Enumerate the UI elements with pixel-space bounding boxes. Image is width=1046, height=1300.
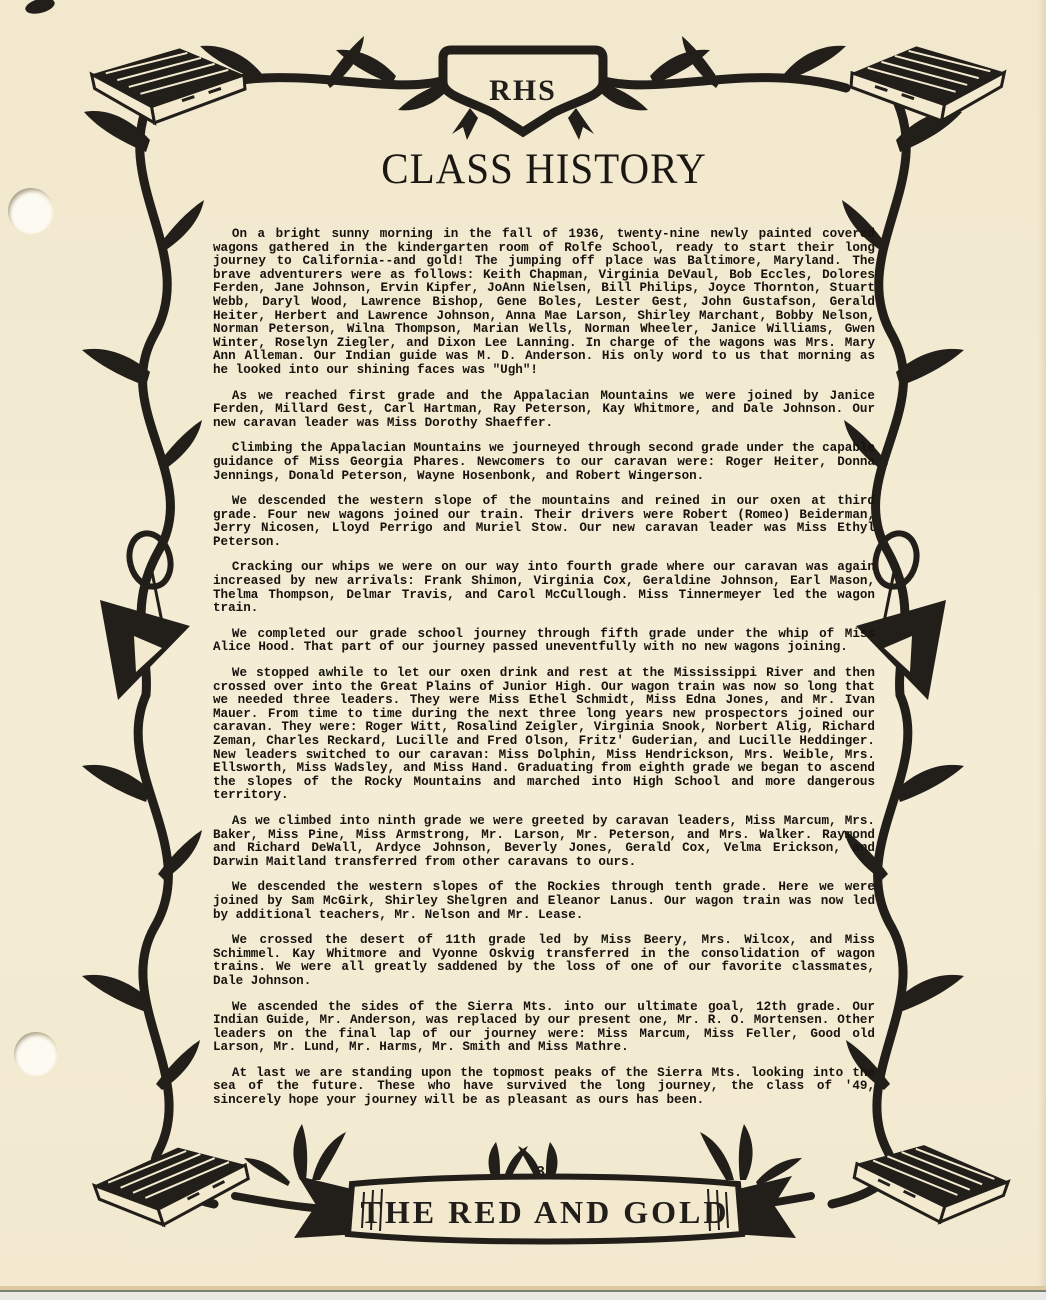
vine-border-left (82, 95, 214, 1204)
page-title: CLASS HISTORY (381, 143, 707, 193)
rhs-shield (443, 50, 603, 140)
scan-edge-bottom (0, 1290, 1046, 1300)
paragraph: Cracking our whips we were on our way into fourth grade where our caravan was again increased by new arrivals: Frank Shimon, Virginia Cox, Geraldine Johnson, Earl Mason, Thelma Thompson, Delmar Travis, and Carol McCullough. Miss Tinnermeyer led the wagon train. (213, 560, 875, 616)
scan-edge-right (1038, 0, 1046, 1300)
paragraph: We completed our grade school journey through fifth grade under the whip of Miss Alice Hood. That part of our journey passed uneventfully with no new wagons joining. (213, 626, 875, 655)
hole-punch (14, 1032, 58, 1076)
school-monogram: RHS (489, 74, 557, 107)
paragraph: On a bright sunny morning in the fall of 1936, twenty-nine newly painted covered wagons gathered in the kindergarten room of Rolfe School, ready to start their long journey to California--and gold! The jumping off place was Baltimore, Maryland. The brave adventurers were as follows: Keith Chapman, Virginia DeVaul, Bob Eccles, Dolores Ferden, Jane Johnson, Ervin Kipfer, JoAnn Nielsen, Bill Philips, Joyce Thornton, Stuart Webb, Daryl Wood, Lawrence Bishop, Gene Boles, Lester Gest, John Gustafson, Gerald Heiter, Herbert and Lawrence Johnson, Anna Mae Larson, Shirley Marchant, Bobby Nelson, Norman Peterson, Wilna Thompson, Marian Wells, Norman Wheeler, Janice Williams, Gwen Winter, Roselyn Ziegler, and Dixon Lee Lanning. In charge of the wagons was Mrs. Mary Ann Alleman. Our Indian guide was M. D. Anderson. His only word to us that morning as he looked into our shining faces was "Ugh"! (213, 227, 875, 377)
paragraph: We ascended the sides of the Sierra Mts. into our ultimate goal, 12th grade. Our Indian Guide, Mr. Anderson, was replaced by our present one, Mr. R. O. Mortensen. Other leaders on the final lap of our journey were: Miss Marcum, Miss Feller, Good old Larson, Mr. Lund, Mr. Harms, Mr. Smith and Miss Mathre. (213, 999, 875, 1055)
ink-blot (24, 0, 56, 16)
hole-punch (8, 188, 54, 234)
book-icon (852, 1142, 1010, 1226)
paragraph: We descended the western slope of the mountains and reined in our oxen at third grade. Four new wagons joined our train. Their drivers were Robert (Romeo) Beiderman, Jerry Nicosen, Lloyd Perrigo and Muriel Stow. Our new caravan leader was Miss Ethyl Peterson. (213, 494, 875, 549)
page-number: 32 (535, 1164, 555, 1181)
class-history-text (213, 228, 875, 1108)
paragraph: We stopped awhile to let our oxen drink and rest at the Mississippi River and then crossed over into the Great Plains of Junior High. Our wagon train was now so long that we needed three leaders. They were Miss Ethel Schmidt, Miss Edna Jones, and Mr. Ivan Mauer. From time to time during the next three long years new prospectors joined our caravan. They were: Roger Witt, Rosalind Zeigler, Virginia Snook, Norbert Alig, Richard Zeman, Charles Reckard, Lucille and Fred Olson, Fritz' Guderian, and Lucille Heddinger. New leaders switched to our caravan: Miss Dolphin, Miss Hendrickson, Mrs. Weible, Mrs. Ellsworth, Miss Wadsley, and Miss Hand. Graduating from eighth grade we began to ascend the slopes of the Rocky Mountains and marched into High School and more dangerous territory. (213, 666, 875, 803)
paragraph: As we climbed into ninth grade we were greeted by caravan leaders, Miss Marcum, Mrs. Baker, Miss Pine, Miss Armstrong, Mr. Larson, Mr. Peterson, and Mrs. Walker. Raymond and Richard DeWall, Ardyce Johnson, Beverly Jones, Gerald Cox, Velma Erickson, and Darwin Maitland transferred from other caravans to ours. (213, 813, 875, 869)
paragraph: As we reached first grade and the Appalacian Mountains we were joined by Janice Ferden, Millard Gest, Carl Hartman, Ray Peterson, Kay Whitmore, and Dale Johnson. Our new caravan leader was Miss Dorothy Shaeffer. (213, 388, 875, 430)
paragraph: We crossed the desert of 11th grade led by Miss Beery, Mrs. Wilcox, and Miss Schimmel. Kay Whitmore and Vyonne Oskvig transferred in the consolidation of wagon trains. We were all greatly saddened by the loss of one of our favorite classmates, Dale Johnson. (213, 933, 875, 988)
banner-title: THE RED AND GOLD (360, 1194, 730, 1230)
paragraph: We descended the western slopes of the Rockies through tenth grade. Here we were joined by Sam McGirk, Shirley Shelgren and Eleanor Lanus. Our wagon train was now led by additional teachers, Mr. Nelson and Mr. Lease. (213, 880, 875, 922)
paragraph: Climbing the Appalacian Mountains we journeyed through second grade under the capable guidance of Miss Georgia Phares. Newcomers to our caravan were: Roger Heiter, Donna Jennings, Donald Peterson, Wayne Hosenbonk, and Robert Wingerson. (213, 441, 875, 483)
ribbon-banner (294, 1176, 796, 1242)
book-icon (92, 1143, 251, 1230)
paragraph: At last we are standing upon the topmost peaks of the Sierra Mts. looking into the sea of the future. These who have survived the long journey, the class of '49, sincerely hope your journey will be as pleasant as ours has been. (213, 1065, 875, 1108)
book-icon (849, 40, 1008, 127)
